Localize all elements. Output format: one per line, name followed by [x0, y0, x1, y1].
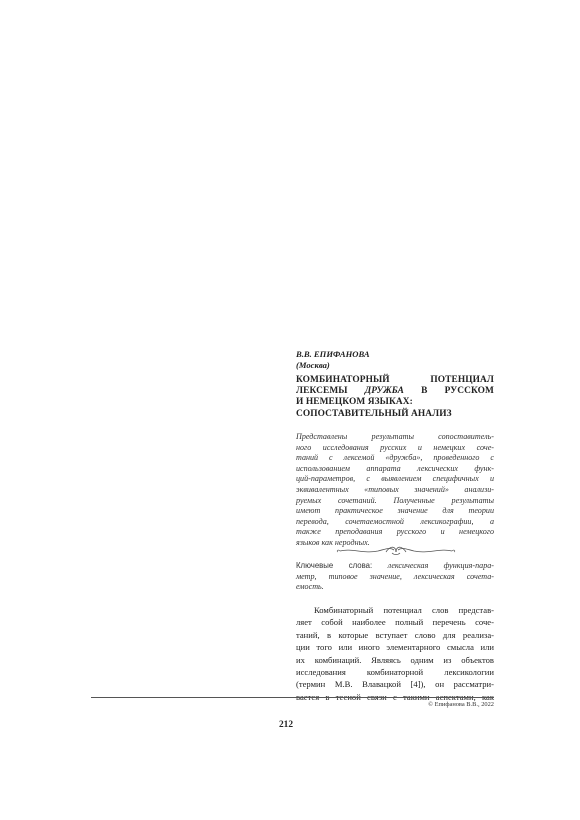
body-line: Комбинаторный потенциал слов представ-	[314, 605, 494, 615]
body-line: ляет собой наиболее полный перечень соче-	[296, 617, 494, 628]
copyright-note: © Епифанова В.В., 2022	[428, 701, 494, 708]
keywords-line-1: Ключевые слова: лексическая функция-пара-	[296, 561, 494, 570]
keywords	[296, 561, 494, 593]
abstract-line: использованием аппарата лексических функ-	[296, 463, 494, 473]
abstract-line: ного исследования русских и немецких соче-	[296, 442, 494, 452]
title-line-1: КОМБИНАТОРНЫЙ ПОТЕНЦИАЛ	[296, 375, 494, 385]
abstract-line: руемых сочетаний. Полученные результаты	[296, 495, 494, 505]
article-title	[296, 375, 494, 420]
body-line: ции того или иного элементарного смысла или	[296, 642, 494, 653]
abstract-line: имеют практическое значение для теории	[296, 506, 494, 516]
body-line: (термин М.В. Влавацкой [4]), он рассматри-	[296, 679, 494, 690]
title-line-2: ЛЕКСЕМЫ ДРУЖБА В РУССКОМ	[296, 386, 494, 397]
abstract-line: перевода, сочетаемостной лексикографии, а	[296, 516, 494, 526]
body-line: исследования комбинаторной лексикологии	[296, 667, 494, 678]
body-line: их комбинаций. Являясь одним из объектов	[296, 654, 494, 665]
keywords-line-2: метр, типовое значение, лексическая сочета-	[296, 571, 494, 581]
page-number: 212	[278, 720, 294, 730]
abstract-line: языков как неродных.	[296, 537, 370, 547]
abstract-line: также преподавания русского и немецкого	[296, 527, 494, 537]
body-line: таний, в которые вступает слово для реализа-	[296, 629, 494, 640]
abstract-line: эквивалентных «типовых значений» анализи-	[296, 484, 494, 494]
title-line-3: И НЕМЕЦКОМ ЯЗЫКАХ:	[296, 397, 413, 408]
author-city: (Москва)	[296, 360, 330, 370]
abstract-line: Представлены результаты сопоставитель-	[296, 432, 494, 441]
author-name: В.В. ЕПИФАНОВА	[296, 349, 370, 359]
body-line: вается в тесной связи с такими аспектами, как	[296, 691, 494, 702]
title-line-4: СОПОСТАВИТЕЛЬНЫЙ АНАЛИЗ	[296, 408, 452, 419]
keywords-line-3: емость.	[296, 582, 324, 592]
body-text	[296, 604, 494, 703]
title-keyword: ДРУЖБА	[364, 386, 404, 397]
keywords-label: Ключевые слова	[296, 561, 370, 570]
abstract-line: ций-параметров, с выявлением специфичных и	[296, 474, 494, 484]
ornament-divider	[336, 542, 456, 558]
abstract	[296, 432, 494, 549]
footnote-rule	[91, 697, 494, 698]
abstract-line: таний с лексемой «дружба», проведенного с	[296, 453, 494, 463]
author-block	[296, 349, 494, 371]
